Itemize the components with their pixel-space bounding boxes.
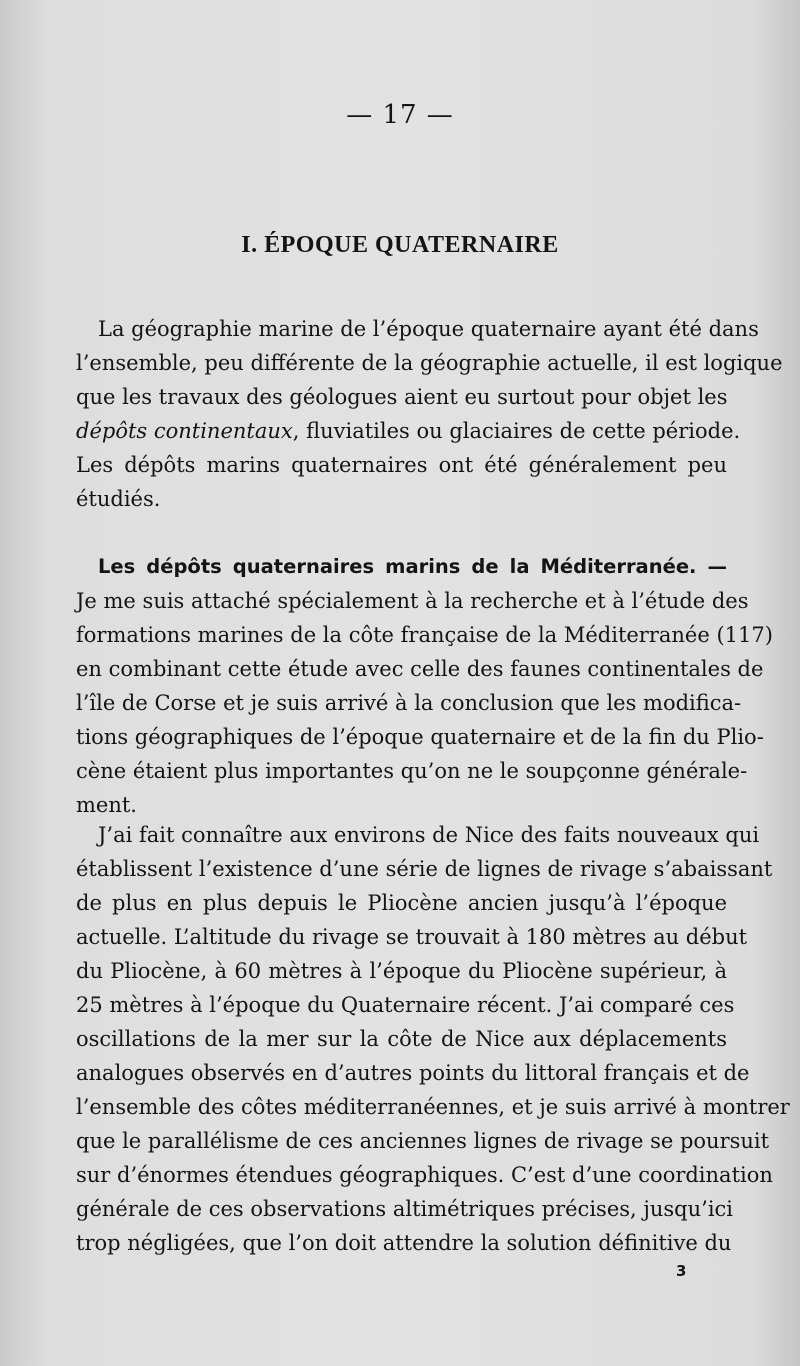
paragraph-line: La géographie marine de l’époque quaternaire ayant été dans <box>98 317 759 341</box>
paragraph-line: trop négligées, que l’on doit attendre la solution définitive du <box>76 1231 732 1255</box>
paragraph-line <box>76 414 741 448</box>
paragraph-line: en combinant cette étude avec celle des faunes continentales de <box>76 657 764 681</box>
paragraph-line: étudiés. <box>76 487 161 511</box>
paragraph-line: générale de ces observations altimétriques précises, jusqu’ici <box>76 1197 734 1221</box>
paragraph-line: cène étaient plus importantes qu’on ne le soupçonne générale- <box>76 759 748 783</box>
paragraph-line: actuelle. L’altitude du rivage se trouvait à 180 mètres au début <box>76 925 748 949</box>
paragraph-line: sur d’énormes étendues géographiques. C’est d’une coordination <box>76 1163 773 1187</box>
page-number: — 17 — <box>346 100 454 130</box>
paragraph-line: que les travaux des géologues aient eu surtout pour objet les <box>76 385 728 409</box>
paragraph-line: que le parallélisme de ces anciennes lignes de rivage se poursuit <box>76 1129 770 1153</box>
paragraph-line: l’ensemble des côtes méditerranéennes, et je suis arrivé à montrer <box>76 1095 790 1119</box>
paragraph-line: établissent l’existence d’une série de lignes de rivage s’abaissant <box>76 857 773 881</box>
paragraph-line: analogues observés en d’autres points du littoral français et de <box>76 1061 750 1085</box>
paragraph-2 <box>76 550 773 822</box>
paragraph-line: formations marines de la côte française de la Méditerranée (117) <box>76 623 773 647</box>
paragraph-line: J’ai fait connaître aux environs de Nice des faits nouveaux qui <box>98 823 760 847</box>
paragraph-line: l’île de Corse et je suis arrivé à la conclusion que les modifica- <box>76 691 742 715</box>
paragraph-3 <box>76 818 790 1260</box>
paragraph-line: tions géographiques de l’époque quaternaire et de la fin du Plio- <box>76 725 764 749</box>
paragraph-line: ment. <box>76 793 137 817</box>
section-heading: I. ÉPOQUE QUATERNAIRE <box>241 232 559 258</box>
paragraph-line: du Pliocène, à 60 mètres à l’époque du Pliocène supérieur, à <box>76 959 727 983</box>
italic-phrase: dépôts continentaux <box>76 419 293 443</box>
line-rest: , fluviatiles ou glaciaires de cette période. <box>292 419 741 443</box>
signature-mark: 3 <box>676 1262 687 1280</box>
paragraph-line: oscillations de la mer sur la côte de Nice aux déplacements <box>76 1027 727 1051</box>
paragraph-line: Les dépôts marins quaternaires ont été généralement peu <box>76 453 727 477</box>
runin-title: Les dépôts quaternaires marins de la Méditerranée. — <box>98 555 727 578</box>
paragraph-line: Je me suis attaché spécialement à la recherche et à l’étude des <box>76 589 749 613</box>
paragraph-line: 25 mètres à l’époque du Quaternaire récent. J’ai comparé ces <box>76 993 735 1017</box>
paragraph-line: l’ensemble, peu différente de la géographie actuelle, il est logique <box>76 351 783 375</box>
paragraph-line: de plus en plus depuis le Pliocène ancien jusqu’à l’époque <box>76 891 727 915</box>
paragraph-1 <box>76 312 783 516</box>
